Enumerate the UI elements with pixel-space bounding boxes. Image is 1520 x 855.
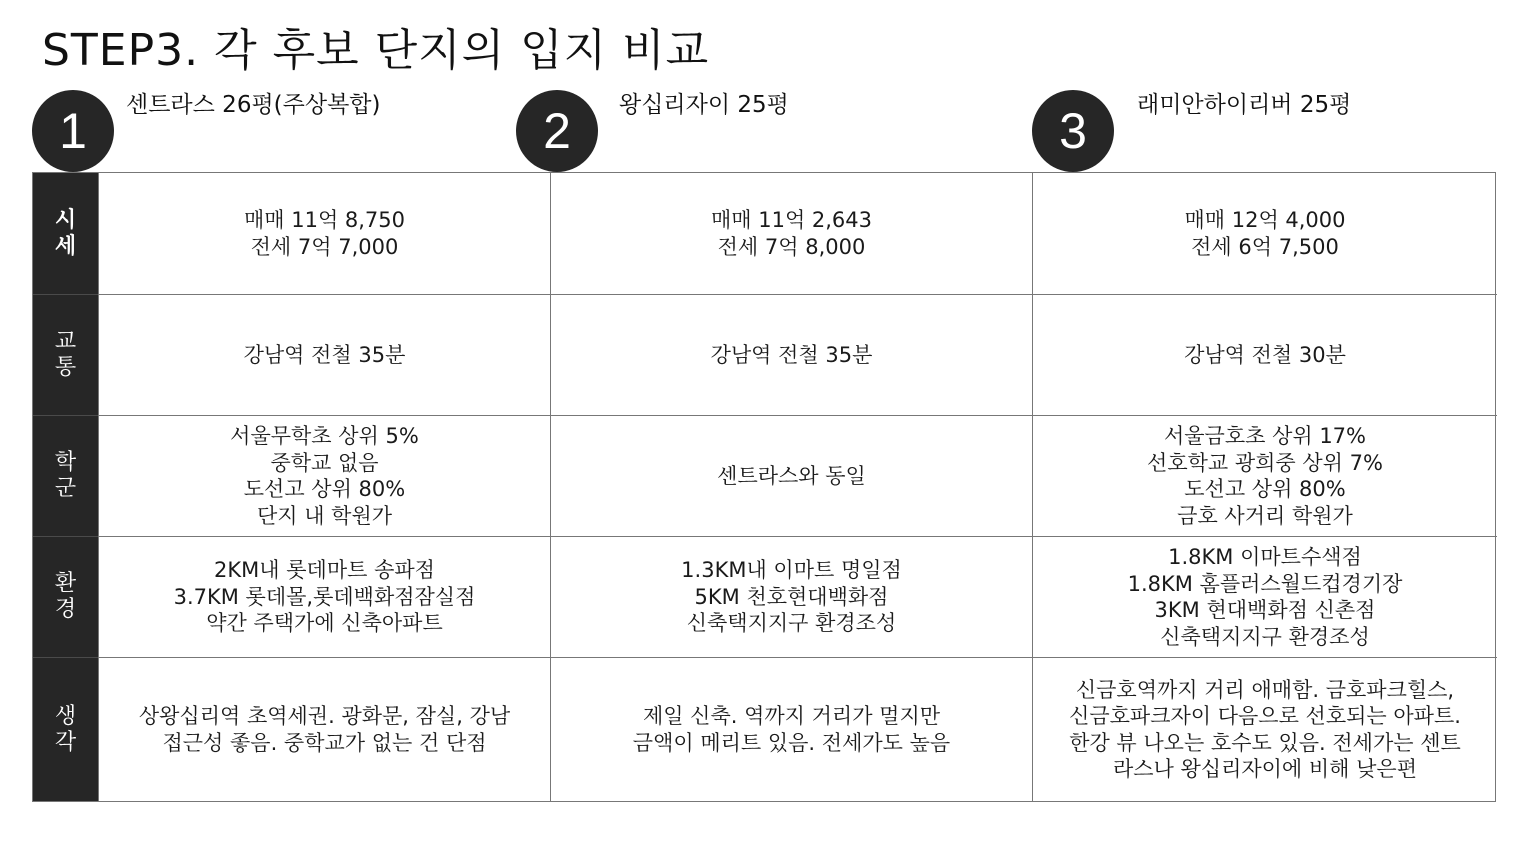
comparison-table bbox=[32, 172, 1496, 802]
table-cell: 서울금호초 상위 17% 선호학교 광희중 상위 7% 도선고 상위 80% 금호 사거리 학원가 bbox=[1032, 415, 1497, 536]
candidate-name: 왕십리자이 25평 bbox=[619, 92, 789, 118]
table-cell: 강남역 전철 35분 bbox=[550, 294, 1032, 415]
row-header-label: 교통 bbox=[54, 329, 77, 380]
candidate-number-badge: 1 bbox=[32, 90, 114, 172]
row-header-school bbox=[33, 415, 98, 536]
table-cell: 제일 신축. 역까지 거리가 멀지만 금액이 메리트 있음. 전세가도 높음 bbox=[550, 657, 1032, 801]
table-cell: 상왕십리역 초역세권. 광화문, 잠실, 강남 접근성 좋음. 중학교가 없는 건 단점 bbox=[98, 657, 550, 801]
row-header-label: 생각 bbox=[54, 703, 77, 755]
table-cell: 매매 11억 8,750 전세 7억 7,000 bbox=[98, 173, 550, 294]
table-cell: 강남역 전철 30분 bbox=[1032, 294, 1497, 415]
row-header-thoughts bbox=[33, 657, 98, 801]
candidate-number-badge: 2 bbox=[516, 90, 598, 172]
table-cell: 강남역 전철 35분 bbox=[98, 294, 550, 415]
table-cell: 신금호역까지 거리 애매함. 금호파크힐스, 신금호파크자이 다음으로 선호되는 아파트. 한강 뷰 나오는 호수도 있음. 전세가는 센트 라스나 왕십리자이에 비해 낮은편 bbox=[1032, 657, 1497, 801]
candidate-name: 래미안하이리버 25평 bbox=[1137, 92, 1352, 118]
row-header-transport bbox=[33, 294, 98, 415]
row-header-environment bbox=[33, 536, 98, 657]
table-cell: 매매 11억 2,643 전세 7억 8,000 bbox=[550, 173, 1032, 294]
candidate-number-badge: 3 bbox=[1032, 90, 1114, 172]
row-header-label: 학군 bbox=[54, 450, 77, 501]
page-title: STEP3. 각 후보 단지의 입지 비교 bbox=[42, 25, 710, 76]
table-cell: 2KM내 롯데마트 송파점 3.7KM 롯데몰,롯데백화점잠실점 약간 주택가에 신축아파트 bbox=[98, 536, 550, 657]
table-cell: 1.8KM 이마트수색점 1.8KM 홈플러스월드컵경기장 3KM 현대백화점 신촌점 신축택지지구 환경조성 bbox=[1032, 536, 1497, 657]
table-cell: 서울무학초 상위 5% 중학교 없음 도선고 상위 80% 단지 내 학원가 bbox=[98, 415, 550, 536]
row-header-label: 시세 bbox=[54, 207, 77, 259]
candidate-name: 센트라스 26평(주상복합) bbox=[126, 92, 381, 118]
row-header-label: 환경 bbox=[54, 571, 77, 622]
table-cell: 센트라스와 동일 bbox=[550, 415, 1032, 536]
table-cell: 매매 12억 4,000 전세 6억 7,500 bbox=[1032, 173, 1497, 294]
table-cell: 1.3KM내 이마트 명일점 5KM 천호현대백화점 신축택지지구 환경조성 bbox=[550, 536, 1032, 657]
row-header-price bbox=[33, 173, 98, 294]
